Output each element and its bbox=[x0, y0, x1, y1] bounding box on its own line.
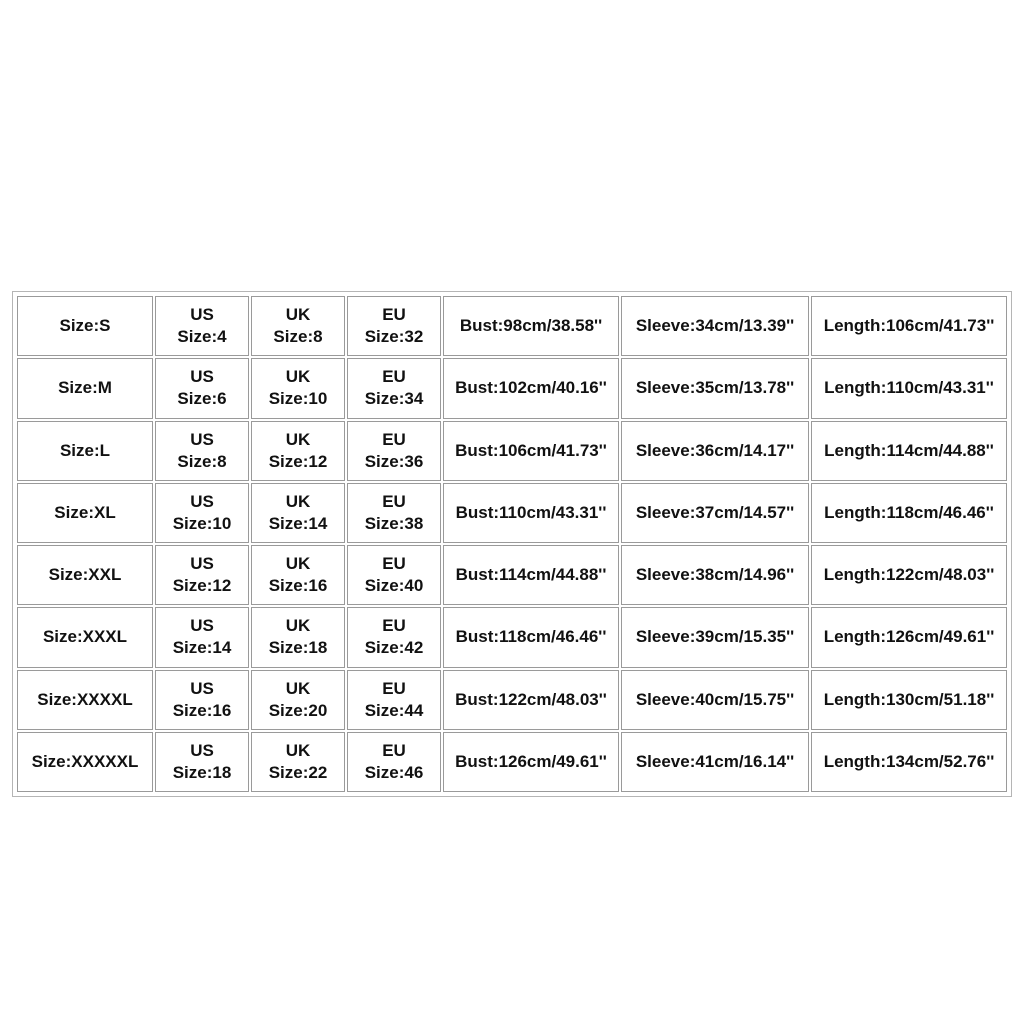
length-cell: Length:126cm/49.61'' bbox=[811, 607, 1007, 667]
eu-size-cell bbox=[347, 545, 441, 605]
size-cell: Size:L bbox=[17, 421, 153, 481]
eu-size-cell bbox=[347, 483, 441, 543]
size-cell: Size:M bbox=[17, 358, 153, 418]
length-cell: Length:118cm/46.46'' bbox=[811, 483, 1007, 543]
sleeve-cell: Sleeve:39cm/15.35'' bbox=[621, 607, 809, 667]
uk-size-cell bbox=[251, 670, 345, 730]
uk-size-cell-value: Size:16 bbox=[268, 576, 328, 596]
uk-size-cell bbox=[251, 296, 345, 356]
us-size-cell-value: Size:4 bbox=[177, 327, 227, 347]
us-size-cell bbox=[155, 358, 249, 418]
us-size-cell-label: US bbox=[190, 367, 214, 387]
sleeve-cell: Sleeve:35cm/13.78'' bbox=[621, 358, 809, 418]
uk-size-cell-value: Size:18 bbox=[268, 638, 328, 658]
eu-size-cell-value: Size:46 bbox=[364, 762, 424, 782]
sleeve-cell: Sleeve:40cm/15.75'' bbox=[621, 670, 809, 730]
size-cell: Size:XXXXXL bbox=[17, 732, 153, 792]
table-row bbox=[17, 483, 1007, 543]
length-cell: Length:130cm/51.18'' bbox=[811, 670, 1007, 730]
us-size-cell bbox=[155, 607, 249, 667]
eu-size-cell-label: EU bbox=[382, 367, 406, 387]
size-cell: Size:XXXXL bbox=[17, 670, 153, 730]
uk-size-cell-value: Size:22 bbox=[268, 762, 328, 782]
uk-size-cell-value: Size:10 bbox=[268, 389, 328, 409]
uk-size-cell-label: UK bbox=[285, 429, 311, 449]
bust-cell: Bust:126cm/49.61'' bbox=[443, 732, 619, 792]
bust-cell: Bust:102cm/40.16'' bbox=[443, 358, 619, 418]
uk-size-cell-label: UK bbox=[285, 554, 311, 574]
uk-size-cell bbox=[251, 421, 345, 481]
sleeve-cell: Sleeve:36cm/14.17'' bbox=[621, 421, 809, 481]
uk-size-cell bbox=[251, 732, 345, 792]
eu-size-cell-label: EU bbox=[382, 305, 406, 325]
us-size-cell-value: Size:6 bbox=[177, 389, 227, 409]
us-size-cell bbox=[155, 670, 249, 730]
eu-size-cell-value: Size:34 bbox=[364, 389, 424, 409]
eu-size-cell-label: EU bbox=[382, 678, 406, 698]
us-size-cell-value: Size:16 bbox=[172, 700, 232, 720]
size-cell: Size:XXL bbox=[17, 545, 153, 605]
us-size-cell-value: Size:10 bbox=[172, 513, 232, 533]
eu-size-cell bbox=[347, 296, 441, 356]
bust-cell: Bust:106cm/41.73'' bbox=[443, 421, 619, 481]
us-size-cell bbox=[155, 421, 249, 481]
size-chart bbox=[12, 291, 1012, 797]
table-row bbox=[17, 732, 1007, 792]
eu-size-cell-value: Size:32 bbox=[364, 327, 424, 347]
length-cell: Length:122cm/48.03'' bbox=[811, 545, 1007, 605]
eu-size-cell-label: EU bbox=[382, 616, 406, 636]
eu-size-cell-label: EU bbox=[382, 429, 406, 449]
bust-cell: Bust:122cm/48.03'' bbox=[443, 670, 619, 730]
eu-size-cell-value: Size:38 bbox=[364, 513, 424, 533]
length-cell: Length:106cm/41.73'' bbox=[811, 296, 1007, 356]
bust-cell: Bust:114cm/44.88'' bbox=[443, 545, 619, 605]
size-table bbox=[15, 294, 1009, 794]
table-body bbox=[17, 296, 1007, 792]
eu-size-cell bbox=[347, 607, 441, 667]
uk-size-cell-value: Size:20 bbox=[268, 700, 328, 720]
table-row bbox=[17, 670, 1007, 730]
us-size-cell-label: US bbox=[190, 554, 214, 574]
uk-size-cell bbox=[251, 358, 345, 418]
eu-size-cell bbox=[347, 732, 441, 792]
uk-size-cell-label: UK bbox=[285, 305, 311, 325]
uk-size-cell bbox=[251, 483, 345, 543]
us-size-cell bbox=[155, 483, 249, 543]
eu-size-cell bbox=[347, 670, 441, 730]
us-size-cell-value: Size:14 bbox=[172, 638, 232, 658]
eu-size-cell bbox=[347, 421, 441, 481]
bust-cell: Bust:98cm/38.58'' bbox=[443, 296, 619, 356]
uk-size-cell-label: UK bbox=[285, 616, 311, 636]
eu-size-cell-value: Size:42 bbox=[364, 638, 424, 658]
uk-size-cell-label: UK bbox=[285, 367, 311, 387]
length-cell: Length:114cm/44.88'' bbox=[811, 421, 1007, 481]
eu-size-cell-label: EU bbox=[382, 554, 406, 574]
uk-size-cell bbox=[251, 545, 345, 605]
us-size-cell bbox=[155, 545, 249, 605]
eu-size-cell-value: Size:40 bbox=[364, 576, 424, 596]
bust-cell: Bust:118cm/46.46'' bbox=[443, 607, 619, 667]
table-row bbox=[17, 296, 1007, 356]
eu-size-cell-value: Size:36 bbox=[364, 451, 424, 471]
uk-size-cell bbox=[251, 607, 345, 667]
us-size-cell-label: US bbox=[190, 429, 214, 449]
uk-size-cell-label: UK bbox=[285, 678, 311, 698]
eu-size-cell-value: Size:44 bbox=[364, 700, 424, 720]
sleeve-cell: Sleeve:41cm/16.14'' bbox=[621, 732, 809, 792]
table-row bbox=[17, 358, 1007, 418]
us-size-cell-label: US bbox=[190, 305, 214, 325]
us-size-cell-label: US bbox=[190, 740, 214, 760]
bust-cell: Bust:110cm/43.31'' bbox=[443, 483, 619, 543]
us-size-cell-value: Size:12 bbox=[172, 576, 232, 596]
table-row bbox=[17, 607, 1007, 667]
sleeve-cell: Sleeve:37cm/14.57'' bbox=[621, 483, 809, 543]
uk-size-cell-value: Size:14 bbox=[268, 513, 328, 533]
uk-size-cell-value: Size:12 bbox=[268, 451, 328, 471]
us-size-cell bbox=[155, 732, 249, 792]
eu-size-cell-label: EU bbox=[382, 491, 406, 511]
us-size-cell-value: Size:8 bbox=[177, 451, 227, 471]
size-cell: Size:XL bbox=[17, 483, 153, 543]
length-cell: Length:110cm/43.31'' bbox=[811, 358, 1007, 418]
size-cell: Size:S bbox=[17, 296, 153, 356]
table-row bbox=[17, 421, 1007, 481]
uk-size-cell-label: UK bbox=[285, 491, 311, 511]
us-size-cell-label: US bbox=[190, 678, 214, 698]
size-cell: Size:XXXL bbox=[17, 607, 153, 667]
sleeve-cell: Sleeve:38cm/14.96'' bbox=[621, 545, 809, 605]
us-size-cell bbox=[155, 296, 249, 356]
us-size-cell-label: US bbox=[190, 491, 214, 511]
table-row bbox=[17, 545, 1007, 605]
uk-size-cell-value: Size:8 bbox=[273, 327, 323, 347]
eu-size-cell-label: EU bbox=[382, 740, 406, 760]
length-cell: Length:134cm/52.76'' bbox=[811, 732, 1007, 792]
sleeve-cell: Sleeve:34cm/13.39'' bbox=[621, 296, 809, 356]
us-size-cell-value: Size:18 bbox=[172, 762, 232, 782]
us-size-cell-label: US bbox=[190, 616, 214, 636]
eu-size-cell bbox=[347, 358, 441, 418]
uk-size-cell-label: UK bbox=[285, 740, 311, 760]
